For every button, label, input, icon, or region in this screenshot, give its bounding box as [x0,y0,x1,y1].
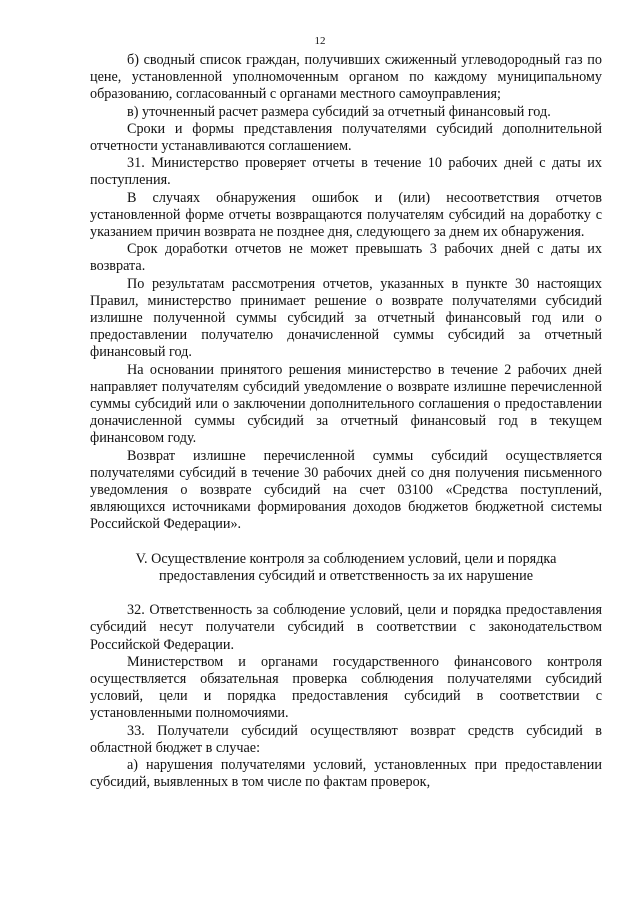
document-body [90,52,602,791]
paragraph-a-violation: а) нарушения получателями условий, установленных при предоставлении субсидий, выявленных в том числе по фактам проверок, [90,756,602,791]
paragraph-32: 32. Ответственность за соблюдение условий, цели и порядка предоставления субсидий несут получатели субсидий в соответствии с законодательством Российской Федерации. [90,602,602,653]
section-heading-line-2: предоставления субсидий и ответственность за их нарушение [158,567,533,584]
paragraph-b-summary-list: б) сводный список граждан, получивших сжиженный углеводородный газ по цене, установленной уполномоченным органом по каждому муниципальному образованию, согласованный с органами местного самоуправления; [90,52,602,103]
section-heading [90,551,602,585]
paragraph-control-inspection: Министерством и органами государственного финансового контроля осуществляется обязательная проверка соблюдения получателями субсидий условий, цели и порядка предоставления субсидий в соответствии с установленными полномочиями. [90,653,602,722]
paragraph-review-decision: По результатам рассмотрения отчетов, указанных в пункте 30 настоящих Правил, министерство принимает решение о возврате получателями субсидий излишне полученной суммы субсидий за отчетный финансовый год или о предоставлении получателю доначисленной суммы субсидий за отчетный финансовый год. [90,275,602,361]
paragraph-notification: На основании принятого решения министерство в течение 2 рабочих дней направляет получателям субсидий уведомление о возврате излишне перечисленной суммы субсидий или о заключении дополнительного соглашения о предоставлении доначисленной суммы субсидий за отчетный финансовый год в текущем финансовом году. [90,361,602,447]
paragraph-reporting-terms: Сроки и формы представления получателями субсидий дополнительной отчетности устанавливаются соглашением. [90,120,602,155]
paragraph-v-subsidy-calculation: в) уточненный расчет размера субсидий за отчетный финансовый год. [127,103,551,120]
section-heading-line-1: V. Осуществление контроля за соблюдением условий, цели и порядка [135,550,557,567]
paragraph-errors-return: В случаях обнаружения ошибок и (или) несоответствия отчетов установленной форме отчеты возвращаются получателям субсидий на доработку с указанием причин возврата не позднее дня, следующего за днем их обнаружения. [90,189,602,241]
paragraph-31: 31. Министерство проверяет отчеты в течение 10 рабочих дней с даты их поступления. [90,155,602,189]
page-number: 12 [314,35,326,47]
paragraph-refund-account: Возврат излишне перечисленной суммы субсидий осуществляется получателями субсидий в течение 30 рабочих дней со дня получения письменного уведомления о возврате субсидий на счет 03100 «Средства поступлений, являющихся источниками формирования доходов бюджетов бюджетной системы Российской Федерации». [90,447,602,533]
paragraph-33: 33. Получатели субсидий осуществляют возврат средств субсидий в областной бюджет в случае: [90,722,602,756]
paragraph-revision-period: Срок доработки отчетов не может превышать 3 рабочих дней с даты их возврата. [90,241,602,275]
